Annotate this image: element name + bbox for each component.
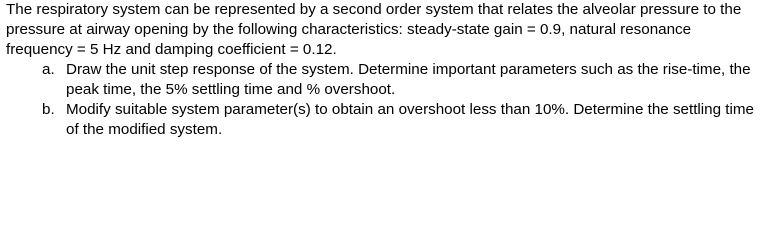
question-marker: b. [42,101,55,118]
question-item-b [6,100,756,140]
question-text: Draw the unit step response of the system. Determine important parameters such as the rise-time, the peak time, the 5% settling time and % overshoot. [66,61,751,98]
question-list [6,60,756,140]
question-marker: a. [42,61,55,78]
cropped-text-line [6,140,756,148]
problem-statement: The respiratory system can be represented by a second order system that relates the alveolar pressure to the pressure at airway opening by the following characteristics: steady-state gain = 0.9, natural resonance frequency = 5 Hz and damping coefficient = 0.12. [6,1,742,58]
question-item-a [6,60,756,100]
question-text: Modify suitable system parameter(s) to obtain an overshoot less than 10%. Determine the settling time of the modified system. [66,101,754,138]
